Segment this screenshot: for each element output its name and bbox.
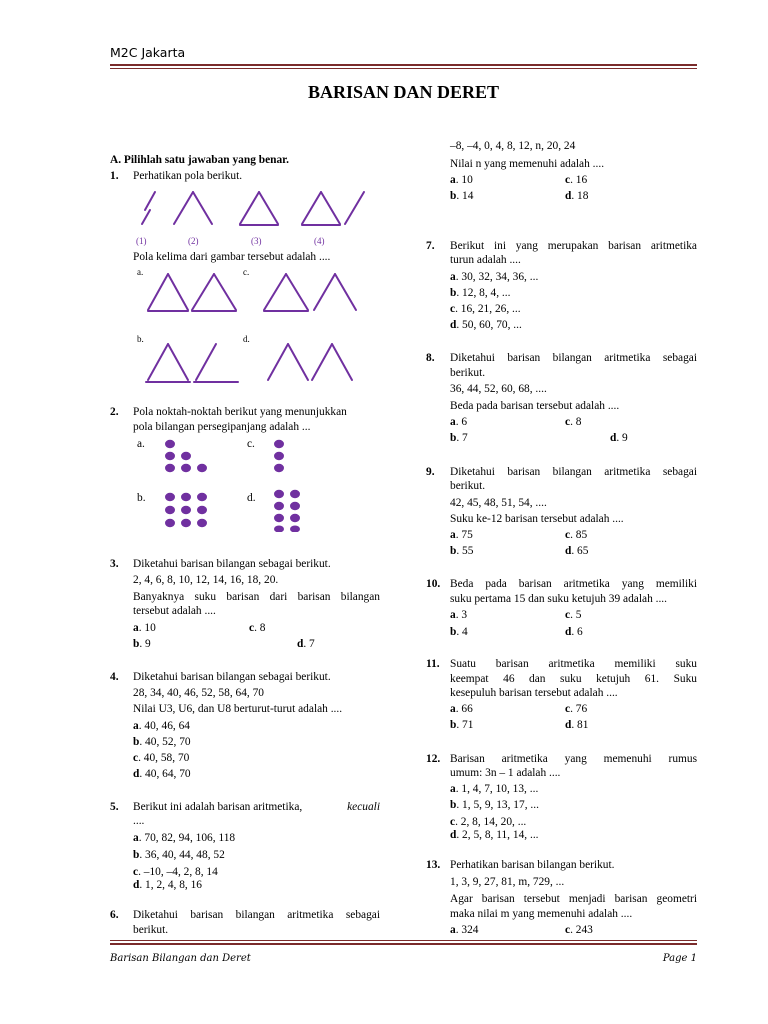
q13-line4: maka nilai m yang memenuhi adalah ....: [450, 908, 633, 920]
dot: [274, 502, 284, 510]
q4-number: 4.: [110, 671, 119, 683]
q3-option-b-value: 9: [145, 638, 151, 650]
q10-option-a-value: 3: [461, 609, 468, 621]
option-letter: a: [450, 416, 456, 428]
dot: [165, 506, 175, 514]
q1-option-c-label: c.: [243, 267, 250, 277]
q8-option-d-value: 9: [622, 432, 628, 444]
stick: [345, 192, 364, 224]
q12-option-b-value: 1, 5, 9, 13, 17, ...: [462, 799, 539, 811]
q2-dot-patterns: [160, 436, 310, 532]
header-rule: [110, 64, 697, 66]
q3-sequence: 2, 4, 6, 8, 10, 12, 14, 16, 18, 20.: [133, 574, 279, 586]
option-letter: a: [450, 703, 456, 715]
stick: [148, 344, 168, 380]
dot: [197, 519, 207, 527]
q11-option-d-value: 81: [577, 719, 589, 731]
q9-option-c: c. 85: [565, 529, 588, 541]
option-letter: d: [133, 879, 140, 891]
q1-caption-3: (3): [251, 236, 262, 246]
stick: [174, 192, 193, 224]
q4-option-c: c. 40, 58, 70: [133, 752, 190, 764]
option-letter: d: [565, 719, 572, 731]
option-letter: a: [450, 609, 456, 621]
q6-option-d: d. 18: [565, 190, 589, 202]
q8-option-b: b. 7: [450, 432, 468, 444]
option-letter: b: [133, 849, 140, 861]
dot: [274, 514, 284, 522]
q11-line1: Suatu barisan aritmetika memiliki suku: [450, 658, 697, 670]
stick: [196, 344, 216, 380]
q10-option-c-value: 5: [575, 609, 582, 621]
q1-pattern-figure: [130, 184, 390, 248]
dot: [181, 519, 191, 527]
q6-sequence-text: –8, –4, 0, 4, 8, 12, n, 20, 24: [450, 140, 576, 152]
q12-option-d: d. 2, 5, 8, 11, 14, ...: [450, 829, 539, 841]
dot: [274, 452, 284, 460]
dot: [274, 490, 284, 498]
q2-number: 2.: [110, 406, 119, 418]
dot: [165, 440, 175, 448]
option-letter: c: [450, 816, 456, 828]
q9-option-a: a. 75: [450, 529, 473, 541]
dot: [197, 493, 207, 501]
stick: [168, 274, 188, 310]
header-brand: M2C Jakarta: [110, 45, 186, 60]
footer-rule-thin: [110, 940, 697, 941]
q6-number: 6.: [110, 909, 119, 921]
stick: [264, 274, 286, 310]
q6-option-a-value: 10: [461, 174, 473, 186]
q9-option-d-value: 65: [577, 545, 589, 557]
option-letter: a: [133, 622, 139, 634]
q8-option-b-value: 7: [462, 432, 468, 444]
q9-number: 9.: [426, 466, 435, 478]
stick: [332, 344, 352, 380]
q11-option-c: c. 76: [565, 703, 588, 715]
q7-number: 7.: [426, 240, 435, 252]
q9-question: Suku ke-12 barisan tersebut adalah ....: [450, 513, 624, 525]
q12-number: 12.: [426, 753, 441, 765]
stick: [192, 274, 214, 310]
footer-page-number: Page 1: [662, 953, 697, 964]
q2-option-a-label: a.: [137, 438, 145, 450]
q4-option-a: a. 40, 46, 64: [133, 720, 190, 732]
q2-line2: pola bilangan persegipanjang adalah ...: [133, 421, 311, 433]
q4-option-b-value: 40, 52, 70: [145, 736, 191, 748]
q12-option-a-value: 1, 4, 7, 10, 13, ...: [461, 783, 539, 795]
option-letter: a: [450, 529, 456, 541]
q5-kecuali: kecuali: [347, 801, 380, 813]
option-letter: a: [133, 720, 139, 732]
q7-option-d-value: 50, 60, 70, ...: [462, 319, 522, 331]
stick: [286, 274, 308, 310]
option-letter: c: [565, 703, 571, 715]
q5-option-d: d. 1, 2, 4, 8, 16: [133, 879, 202, 891]
q12-line2: umum: 3n – 1 adalah ....: [450, 767, 561, 779]
q13-number: 13.: [426, 859, 441, 871]
q8-option-a: a. 6: [450, 416, 468, 428]
q6-option-b-value: 14: [462, 190, 474, 202]
q6-line1: Diketahui barisan bilangan aritmetika sebagai: [133, 909, 380, 921]
q5-line2: ....: [133, 815, 145, 827]
option-letter: b: [133, 736, 140, 748]
q5-option-b: b. 36, 40, 44, 48, 52: [133, 849, 225, 861]
stick: [145, 192, 155, 210]
stick: [240, 192, 259, 224]
q7-option-a: a. 30, 32, 34, 36, ...: [450, 271, 539, 283]
q8-number: 8.: [426, 352, 435, 364]
q11-number: 11.: [426, 658, 440, 670]
q1-question: Pola kelima dari gambar tersebut adalah ....: [133, 251, 331, 263]
q1-options-bd-figure: [140, 336, 380, 388]
q3-option-d: d. 7: [297, 638, 315, 650]
q11-option-b: b. 71: [450, 719, 474, 731]
stick: [335, 274, 356, 310]
q6-question: Nilai n yang memenuhi adalah ....: [450, 158, 605, 170]
q10-option-b: b. 4: [450, 626, 468, 638]
q4-option-c-value: 40, 58, 70: [143, 752, 190, 764]
q9-option-b-value: 55: [462, 545, 474, 557]
q3-line1: Diketahui barisan bilangan sebagai berikut.: [133, 558, 331, 570]
q12-option-c-value: 2, 8, 14, 20, ...: [460, 816, 527, 828]
stick: [168, 344, 188, 380]
q9-line1: Diketahui barisan bilangan aritmetika sebagai: [450, 466, 697, 478]
stick: [268, 344, 288, 380]
dot: [165, 493, 175, 501]
q1-option-b-label: b.: [137, 334, 144, 344]
option-letter: c: [565, 609, 571, 621]
option-letter: c: [133, 866, 139, 878]
option-letter: b: [450, 799, 457, 811]
stick: [142, 210, 150, 224]
q11-option-a-value: 66: [461, 703, 473, 715]
dot: [290, 490, 300, 498]
q5-option-c-value: –10, –4, 2, 8, 14: [143, 866, 218, 878]
q7-option-c: c. 16, 21, 26, ...: [450, 303, 521, 315]
q13-line1: Perhatikan barisan bilangan berikut.: [450, 859, 615, 871]
option-letter: c: [565, 174, 571, 186]
dot: [274, 464, 284, 472]
q12-option-c: c. 2, 8, 14, 20, ...: [450, 816, 527, 828]
page-title: BARISAN DAN DERET: [307, 82, 500, 102]
option-letter: a: [450, 783, 456, 795]
option-letter: d: [297, 638, 304, 650]
q1-option-d-label: d.: [243, 334, 250, 344]
q10-option-d: d. 6: [565, 626, 583, 638]
option-letter: b: [450, 432, 457, 444]
q5-line1-row: [133, 800, 380, 815]
option-letter: b: [450, 190, 457, 202]
option-letter: d: [565, 626, 572, 638]
q5-number: 5.: [110, 801, 119, 813]
option-letter: d: [610, 432, 617, 444]
stick: [148, 274, 168, 310]
dot: [274, 440, 284, 448]
dot: [165, 464, 175, 472]
q10-option-d-value: 6: [577, 626, 583, 638]
q2-option-d-label: d.: [247, 492, 256, 504]
q8-line2: berikut.: [450, 367, 486, 379]
q2-option-c-label: c.: [247, 438, 255, 450]
q4-sequence: 28, 34, 40, 46, 52, 58, 64, 70: [133, 687, 264, 699]
q9-sequence: 42, 45, 48, 51, 54, ....: [450, 497, 547, 509]
q3-option-c-value: 8: [259, 622, 266, 634]
q8-option-c-value: 8: [575, 416, 582, 428]
q7-option-a-value: 30, 32, 34, 36, ...: [461, 271, 539, 283]
dot: [290, 526, 300, 533]
q4-option-d: d. 40, 64, 70: [133, 768, 191, 780]
header-rule-thin: [110, 68, 697, 69]
option-letter: a: [450, 271, 456, 283]
q8-line1: Diketahui barisan bilangan aritmetika sebagai: [450, 352, 697, 364]
q9-line2: berikut.: [450, 480, 486, 492]
stick: [302, 192, 321, 224]
q10-line2: suku pertama 15 dan suku ketujuh 39 adalah ....: [450, 593, 668, 605]
option-letter: b: [450, 626, 457, 638]
q10-number: 10.: [426, 578, 441, 590]
option-letter: b: [450, 287, 457, 299]
option-letter: d: [565, 190, 572, 202]
q7-option-c-value: 16, 21, 26, ...: [460, 303, 521, 315]
q13-option-c: c. 243: [565, 924, 593, 936]
footer-title: Barisan Bilangan dan Deret: [110, 953, 251, 964]
q11-line2: keempat 46 dan suku ketujuh 61. Suku: [450, 673, 697, 685]
q8-sequence: 36, 44, 52, 60, 68, ....: [450, 383, 547, 395]
option-letter: a: [450, 174, 456, 186]
q13-line3: Agar barisan tersebut menjadi barisan geometri: [450, 893, 697, 905]
q1-options-ac-figure: [140, 266, 380, 318]
q13-sequence: 1, 3, 9, 27, 81, m, 729, ...: [450, 876, 565, 888]
section-a-heading: A. Pilihlah satu jawaban yang benar.: [110, 154, 290, 166]
q3-line3: Banyaknya suku barisan dari barisan bilangan: [133, 591, 380, 603]
q9-option-c-value: 85: [575, 529, 588, 541]
q13-option-a: a. 324: [450, 924, 479, 936]
q6-option-b: b. 14: [450, 190, 474, 202]
footer-rule: [110, 943, 697, 945]
q4-question: Nilai U3, U6, dan U8 berturut-turut adalah ....: [133, 703, 343, 715]
dot: [290, 514, 300, 522]
dot: [181, 493, 191, 501]
q12-option-d-value: 2, 5, 8, 11, 14, ...: [462, 829, 539, 841]
q3-option-d-value: 7: [309, 638, 315, 650]
q3-option-c: c. 8: [249, 622, 266, 634]
q10-line1: Beda pada barisan aritmetika yang memiliki: [450, 578, 697, 590]
q5-option-c: c. –10, –4, 2, 8, 14: [133, 866, 218, 878]
stick: [312, 344, 332, 380]
dot: [181, 506, 191, 514]
q6-option-d-value: 18: [577, 190, 589, 202]
q3-number: 3.: [110, 558, 119, 570]
q5-option-b-value: 36, 40, 44, 48, 52: [145, 849, 225, 861]
q13-option-c-value: 243: [575, 924, 593, 936]
stick: [288, 344, 308, 380]
q9-option-b: b. 55: [450, 545, 474, 557]
q10-option-c: c. 5: [565, 609, 582, 621]
option-letter: d: [133, 768, 140, 780]
option-letter: a: [450, 924, 456, 936]
stick: [214, 274, 236, 310]
q10-option-a: a. 3: [450, 609, 468, 621]
q9-option-a-value: 75: [461, 529, 473, 541]
q3-option-a-value: 10: [144, 622, 156, 634]
q5-option-a-value: 70, 82, 94, 106, 118: [144, 832, 236, 844]
option-letter: a: [133, 832, 139, 844]
option-letter: d: [450, 319, 457, 331]
q4-option-a-value: 40, 46, 64: [144, 720, 190, 732]
q11-option-c-value: 76: [575, 703, 588, 715]
option-letter: b: [133, 638, 140, 650]
option-letter: c: [450, 303, 456, 315]
q6-option-c-value: 16: [575, 174, 588, 186]
q12-line1: Barisan aritmetika yang memenuhi rumus: [450, 753, 697, 765]
q1-option-a-label: a.: [137, 267, 144, 277]
q11-line3: kesepuluh barisan tersebut adalah ....: [450, 687, 618, 699]
q4-line1: Diketahui barisan bilangan sebagai berikut.: [133, 671, 331, 683]
option-letter: b: [450, 719, 457, 731]
q6-option-c: c. 16: [565, 174, 588, 186]
q4-option-b: b. 40, 52, 70: [133, 736, 191, 748]
q13-option-a-value: 324: [461, 924, 479, 936]
q12-option-a: a. 1, 4, 7, 10, 13, ...: [450, 783, 539, 795]
q1-stem: Perhatikan pola berikut.: [133, 170, 243, 182]
option-letter: d: [565, 545, 572, 557]
q11-option-b-value: 71: [462, 719, 474, 731]
option-letter: b: [450, 545, 457, 557]
q5-option-d-value: 1, 2, 4, 8, 16: [145, 879, 202, 891]
dot: [274, 526, 284, 533]
q8-question: Beda pada barisan tersebut adalah ....: [450, 400, 620, 412]
q1-caption-1: (1): [136, 236, 147, 246]
option-letter: c: [133, 752, 139, 764]
dot: [165, 452, 175, 460]
q3-option-b: b. 9: [133, 638, 151, 650]
q5-line1: Berikut ini adalah barisan aritmetika,: [133, 801, 303, 813]
dot: [197, 464, 207, 472]
dot: [290, 502, 300, 510]
q7-option-b-value: 12, 8, 4, ...: [462, 287, 511, 299]
stick: [193, 192, 212, 224]
q7-option-b: b. 12, 8, 4, ...: [450, 287, 511, 299]
q5-option-a: a. 70, 82, 94, 106, 118: [133, 832, 236, 844]
q3-option-a: a. 10: [133, 622, 156, 634]
q12-option-b: b. 1, 5, 9, 13, 17, ...: [450, 799, 539, 811]
q8-option-a-value: 6: [461, 416, 468, 428]
q4-option-d-value: 40, 64, 70: [145, 768, 191, 780]
q6-line2: berikut.: [133, 924, 169, 936]
q1-number: 1.: [110, 170, 119, 182]
stick: [321, 192, 340, 224]
dot: [181, 452, 191, 460]
q3-line4: tersebut adalah ....: [133, 605, 216, 617]
q7-line2: turun adalah ....: [450, 254, 521, 266]
q11-option-a: a. 66: [450, 703, 473, 715]
dot: [165, 519, 175, 527]
q7-option-d: d. 50, 60, 70, ...: [450, 319, 522, 331]
q11-option-d: d. 81: [565, 719, 589, 731]
option-letter: c: [565, 529, 571, 541]
q2-line1: Pola noktah-noktah berikut yang menunjukkan: [133, 406, 347, 418]
stick: [314, 274, 335, 310]
q8-option-d: d. 9: [610, 432, 628, 444]
q7-line1: Berikut ini yang merupakan barisan aritmetika: [450, 240, 697, 252]
q1-caption-4: (4): [314, 236, 325, 246]
stick: [259, 192, 278, 224]
dot: [197, 506, 207, 514]
q6-sequence: [450, 139, 575, 154]
q9-option-d: d. 65: [565, 545, 589, 557]
q10-option-b-value: 4: [462, 626, 468, 638]
option-letter: c: [565, 924, 571, 936]
q8-option-c: c. 8: [565, 416, 582, 428]
option-letter: c: [249, 622, 255, 634]
option-letter: d: [450, 829, 457, 841]
q6-option-a: a. 10: [450, 174, 473, 186]
option-letter: c: [565, 416, 571, 428]
q1-caption-2: (2): [188, 236, 199, 246]
q2-option-b-label: b.: [137, 492, 146, 504]
dot: [181, 464, 191, 472]
